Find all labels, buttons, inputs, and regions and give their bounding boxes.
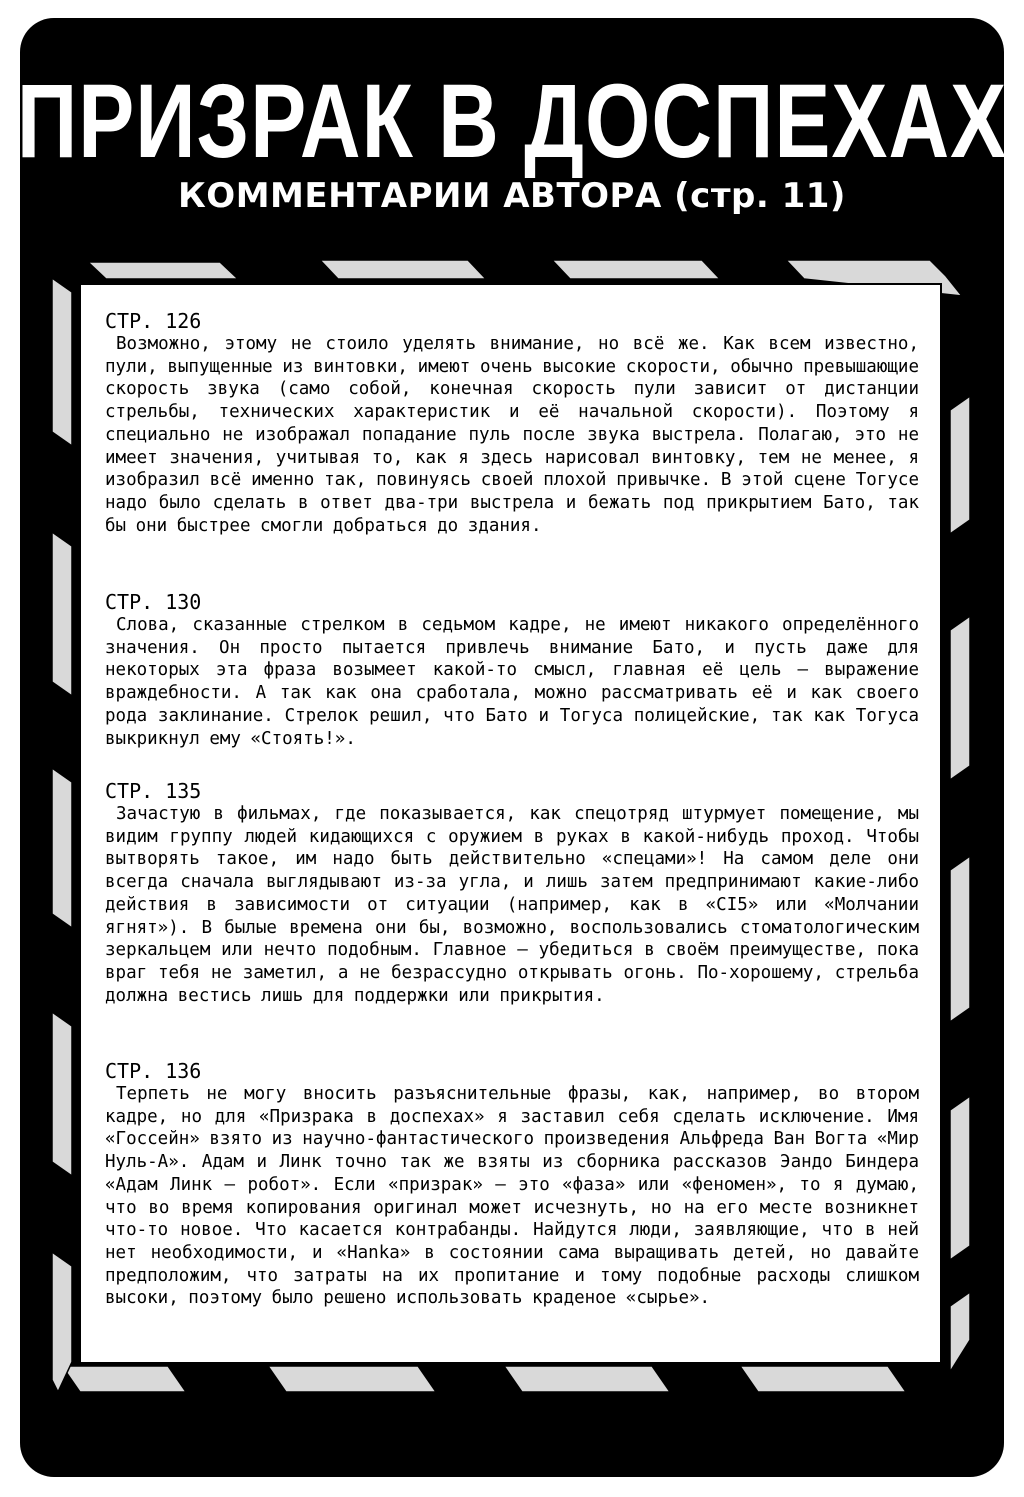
comment-section xyxy=(105,309,919,537)
section-text: Зачастую в фильмах, где показывается, как спецотряд штурмует помещение, мы видим группу людей кидающихся с оружием в руках в какой-нибудь проход. Чтобы вытворять такое, им надо быть действительно «спецами»! На самом деле они всегда сначала выглядывают из-за угла, и лишь затем предпринимают какие-либо действия в зависимости от ситуации (например, как в «CI5» или «Молчании ягнят»). В былые времена они бы, возможно, воспользовались стоматологическим зеркальцем или нечто подобным. Главное – убедиться в своём преимуществе, пока враг тебя не заметил, а не безрассудно открывать огонь. По-хорошему, стрельба должна вестись лишь для поддержки или прикрытия. xyxy=(105,804,919,1006)
frame-stripe-left-2 xyxy=(52,532,72,696)
page-title: ПРИЗРАК В ДОСПЕХАХ xyxy=(16,61,1008,180)
frame-stripe-left-4 xyxy=(52,1012,72,1176)
section-page-number: СТР. 126 xyxy=(105,309,202,333)
frame-stripe-bottom-4 xyxy=(740,1366,906,1392)
frame-stripe-bottom-1 xyxy=(62,1366,186,1392)
frame-stripe-right-2 xyxy=(950,616,970,780)
section-page-number: СТР. 136 xyxy=(105,1059,202,1083)
frame-stripe-top-3 xyxy=(552,260,720,279)
frame-stripe-right-3 xyxy=(950,856,970,1022)
page-subtitle: КОММЕНТАРИИ АВТОРА (стр. 11) xyxy=(178,176,846,216)
frame-stripe-bottom-3 xyxy=(504,1366,670,1392)
comments-panel xyxy=(79,283,942,1364)
comment-section xyxy=(105,1059,919,1310)
frame-stripe-left-1 xyxy=(52,278,72,446)
frame-stripe-top-1 xyxy=(88,262,238,279)
section-text: Терпеть не могу вносить разъяснительные фразы, как, например, во втором кадре, но для «Призрака в доспехах» я заставил себя сделать исключение. Имя «Госсейн» взято из научно-фантастического произведения Альфреда Ван Вогта «Мир Нуль-А». Адам и Линк точно так же взяты из сборника рассказов Эандо Биндера «Адам Линк – робот». Если «призрак» – это «фаза» или «феномен», то я думаю, что во время копирования оригинал может исчезнуть, но на его месте возникнет что-то новое. Что касается контрабанды. Найдутся люди, заявляющие, что в ней нет необходимости, и «Hanka» в состоянии сама выращивать детей, но давайте предположим, что затраты на их пропитание и тому подобные расходы слишком высоки, поэтому было решено использовать краденое «сырье». xyxy=(105,1084,919,1309)
comment-section xyxy=(105,590,919,750)
section-text: Слова, сказанные стрелком в седьмом кадре, не имеют никакого определённого значения. Он просто пытается привлечь внимание Бато, и пусть даже для некоторых эта фраза возымеет какой-то смысл, главная её цель – выражение враждебности. А так как она сработала, можно рассматривать её и как своего рода заклинание. Стрелок решил, что Бато и Тогуса полицейские, так как Тогуса выкрикнул ему «Стоять!». xyxy=(105,615,919,749)
frame-stripe-right-5 xyxy=(950,1292,970,1372)
section-page-number: СТР. 130 xyxy=(105,590,202,614)
section-text: Возможно, этому не стоило уделять внимание, но всё же. Как всем известно, пули, выпущенные из винтовки, имеют очень высокие скорости, обычно превышающие скорость звука (само собой, конечная скорость пули зависит от дистанции стрельбы, технических характеристик и её начальной скорости). Поэтому я специально не изображал попадание пуль после звука выстрела. Полагаю, это не имеет значения, учитывая то, как я здесь нарисовал винтовку, тем не менее, я изобразил всё именно так, повинуясь своей плохой привычке. В этой сцене Тогусе надо было сделать в ответ два-три выстрела и бежать под прикрытием Бато, так бы они быстрее смогли добраться до здания. xyxy=(105,334,919,536)
frame-stripe-left-3 xyxy=(52,768,72,928)
comment-section xyxy=(105,779,919,1007)
frame-stripe-right-4 xyxy=(950,1096,970,1260)
frame-stripe-right-1 xyxy=(950,396,970,534)
frame-stripe-bottom-2 xyxy=(268,1366,436,1392)
frame-stripe-top-2 xyxy=(320,260,486,279)
section-page-number: СТР. 135 xyxy=(105,779,202,803)
